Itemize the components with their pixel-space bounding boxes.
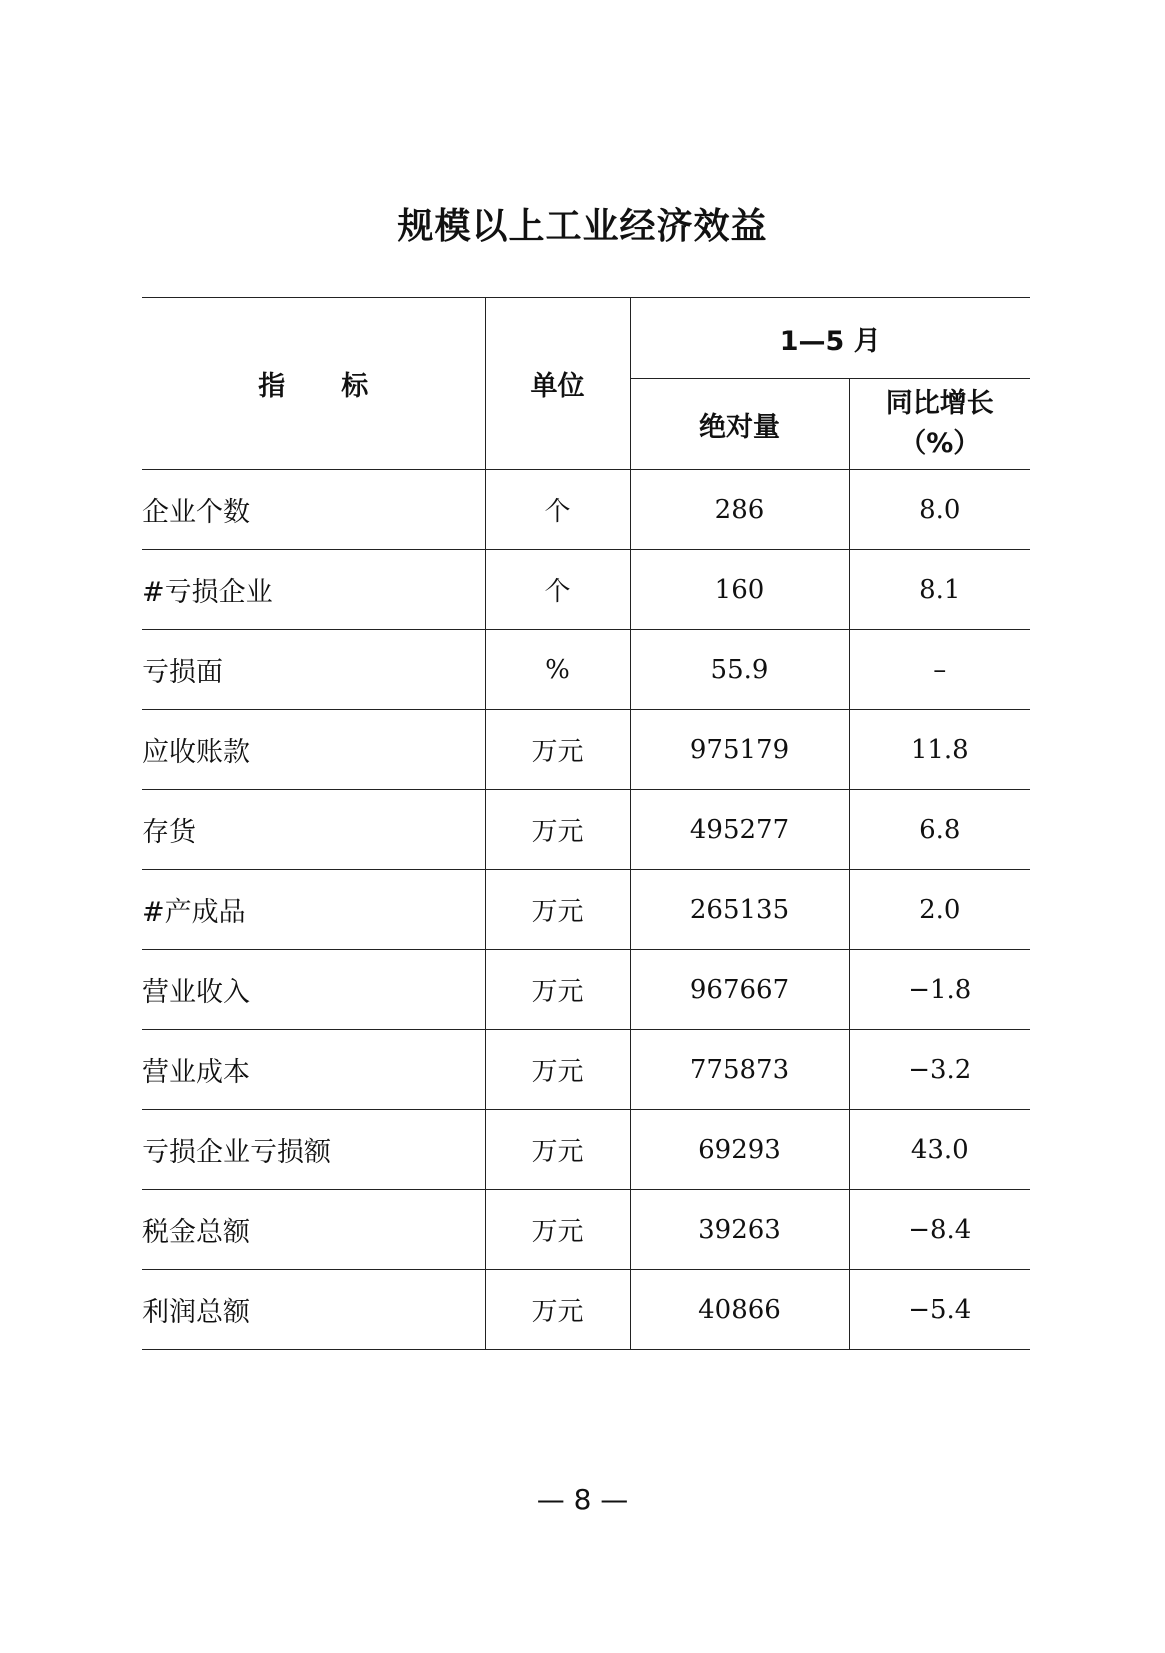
header-unit: 单位	[485, 298, 630, 470]
absolute-value-cell: 40866	[630, 1270, 849, 1350]
absolute-value-cell: 265135	[630, 870, 849, 950]
growth-cell: 8.1	[849, 550, 1030, 630]
growth-cell: −5.4	[849, 1270, 1030, 1350]
table-row	[142, 710, 1030, 790]
absolute-value-cell: 775873	[630, 1030, 849, 1110]
growth-cell: 43.0	[849, 1110, 1030, 1190]
table-row	[142, 1190, 1030, 1270]
unit-cell: 万元	[485, 1110, 630, 1190]
unit-cell: 万元	[485, 1270, 630, 1350]
unit-cell: 万元	[485, 870, 630, 950]
indicator-cell: 税金总额	[142, 1190, 485, 1270]
header-absolute: 绝对量	[630, 379, 849, 470]
table-row	[142, 870, 1030, 950]
indicator-cell: 利润总额	[142, 1270, 485, 1350]
absolute-value-cell: 286	[630, 470, 849, 550]
industrial-efficiency-table	[142, 297, 1030, 1350]
table-row	[142, 790, 1030, 870]
page-title: 规模以上工业经济效益	[397, 206, 768, 247]
indicator-cell: 企业个数	[142, 470, 485, 550]
header-indicator-part1: 指	[258, 371, 286, 402]
table-row	[142, 1030, 1030, 1110]
unit-cell: 万元	[485, 950, 630, 1030]
growth-cell: −8.4	[849, 1190, 1030, 1270]
indicator-cell: #产成品	[142, 870, 485, 950]
indicator-cell: 应收账款	[142, 710, 485, 790]
growth-cell: 11.8	[849, 710, 1030, 790]
indicator-cell: 营业成本	[142, 1030, 485, 1110]
unit-cell: 万元	[485, 710, 630, 790]
table-header-row	[142, 298, 1030, 379]
absolute-value-cell: 495277	[630, 790, 849, 870]
growth-cell: −3.2	[849, 1030, 1030, 1110]
absolute-value-cell: 69293	[630, 1110, 849, 1190]
indicator-cell: #亏损企业	[142, 550, 485, 630]
unit-cell: %	[485, 630, 630, 710]
growth-cell: −1.8	[849, 950, 1030, 1030]
page-number: — 8 —	[536, 1483, 629, 1516]
absolute-value-cell: 55.9	[630, 630, 849, 710]
unit-cell: 万元	[485, 790, 630, 870]
indicator-cell: 存货	[142, 790, 485, 870]
growth-cell: –	[849, 630, 1030, 710]
header-indicator	[142, 298, 485, 470]
header-indicator-part2: 标	[341, 371, 369, 402]
growth-cell: 8.0	[849, 470, 1030, 550]
unit-cell: 万元	[485, 1030, 630, 1110]
table-row	[142, 550, 1030, 630]
unit-cell: 个	[485, 470, 630, 550]
table-row	[142, 1110, 1030, 1190]
absolute-value-cell: 39263	[630, 1190, 849, 1270]
indicator-cell: 亏损面	[142, 630, 485, 710]
absolute-value-cell: 967667	[630, 950, 849, 1030]
growth-cell: 6.8	[849, 790, 1030, 870]
header-growth-line1: 同比增长	[885, 388, 994, 419]
unit-cell: 万元	[485, 1190, 630, 1270]
absolute-value-cell: 160	[630, 550, 849, 630]
indicator-cell: 亏损企业亏损额	[142, 1110, 485, 1190]
header-growth-line2: （%）	[899, 428, 981, 459]
unit-cell: 个	[485, 550, 630, 630]
indicator-cell: 营业收入	[142, 950, 485, 1030]
table-row	[142, 630, 1030, 710]
header-growth	[849, 379, 1030, 470]
header-period: 1—5 月	[630, 298, 1030, 379]
table-row	[142, 1270, 1030, 1350]
absolute-value-cell: 975179	[630, 710, 849, 790]
growth-cell: 2.0	[849, 870, 1030, 950]
table-row	[142, 470, 1030, 550]
table-row	[142, 950, 1030, 1030]
